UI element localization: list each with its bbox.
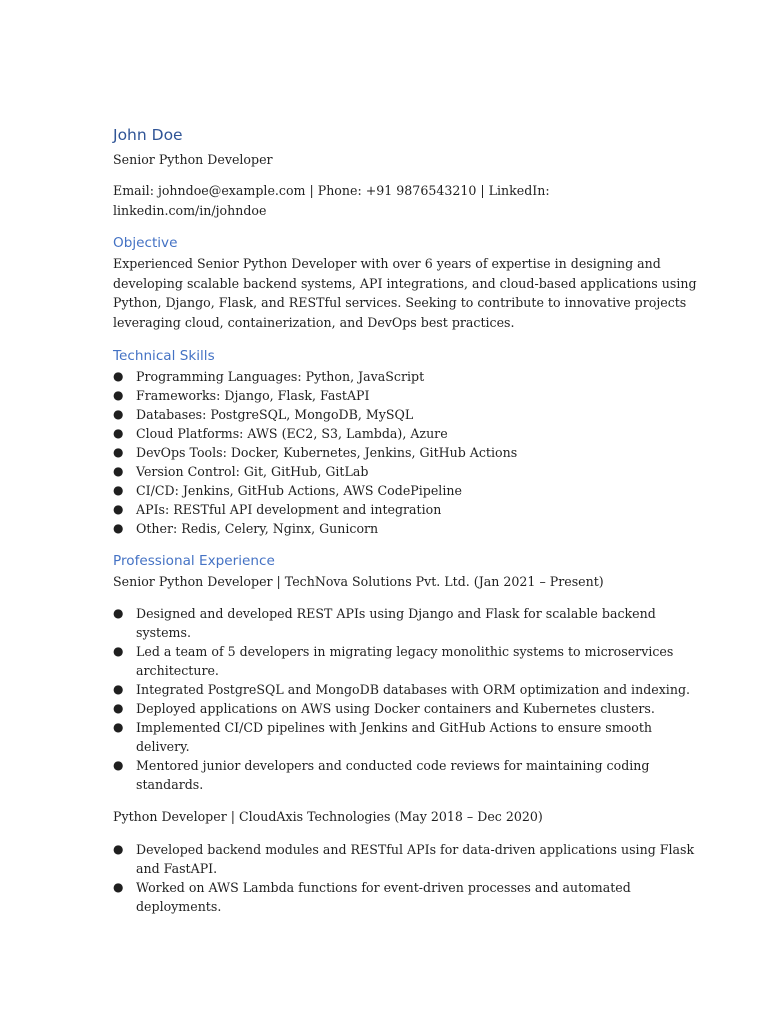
bullet-icon: ●	[113, 501, 124, 516]
bullet-icon: ●	[113, 644, 124, 659]
candidate-title: Senior Python Developer	[113, 152, 273, 167]
job-title: Python Developer | CloudAxis Technologies (May 2018 – Dec 2020)	[113, 809, 543, 825]
bullet-line: Led a team of 5 developers in migrating legacy monolithic systems to microservices	[136, 644, 674, 660]
bullet-line: Designed and developed REST APIs using Django and Flask for scalable backend	[136, 606, 656, 622]
bullet-icon: ●	[113, 463, 124, 478]
candidate-name: John Doe	[113, 126, 183, 144]
job-bullet	[113, 878, 708, 916]
bullet-line: systems.	[136, 625, 191, 641]
bullet-line: delivery.	[136, 739, 190, 755]
skill-text: Version Control: Git, GitHub, GitLab	[136, 463, 369, 479]
job-bullet	[113, 604, 708, 642]
bullet-icon: ●	[113, 701, 124, 716]
bullet-line: standards.	[136, 777, 204, 793]
bullet-icon: ●	[113, 841, 124, 856]
objective-paragraph	[113, 254, 708, 332]
skill-item	[113, 500, 708, 519]
experience-heading: Professional Experience	[113, 552, 275, 569]
skill-text: Databases: PostgreSQL, MongoDB, MySQL	[136, 406, 414, 422]
bullet-icon: ●	[113, 387, 124, 402]
bullet-icon: ●	[113, 444, 124, 459]
bullet-line: Integrated PostgreSQL and MongoDB databases with ORM optimization and indexing.	[136, 682, 691, 698]
job-bullet	[113, 699, 708, 718]
job-bullet	[113, 840, 708, 878]
bullet-line: Developed backend modules and RESTful APIs for data-driven applications using Flask	[136, 841, 695, 857]
skill-text: Frameworks: Django, Flask, FastAPI	[136, 387, 370, 403]
job-bullets	[113, 604, 708, 794]
skill-text: Other: Redis, Celery, Nginx, Gunicorn	[136, 520, 379, 536]
bullet-icon: ●	[113, 758, 124, 773]
skill-item	[113, 462, 708, 481]
bullet-line: Implemented CI/CD pipelines with Jenkins and GitHub Actions to ensure smooth	[136, 720, 653, 736]
job-bullet	[113, 680, 708, 699]
bullet-icon: ●	[113, 482, 124, 497]
skill-item	[113, 424, 708, 443]
bullet-line: deployments.	[136, 898, 222, 914]
skills-heading: Technical Skills	[113, 347, 215, 364]
bullet-icon: ●	[113, 720, 124, 735]
skill-item	[113, 386, 708, 405]
skill-item	[113, 367, 708, 386]
contact-line-2: linkedin.com/in/johndoe	[113, 202, 267, 218]
job-bullets	[113, 840, 708, 916]
objective-line: Python, Django, Flask, and RESTful services. Seeking to contribute to innovative projects	[113, 295, 687, 311]
bullet-line: Worked on AWS Lambda functions for event-driven processes and automated	[136, 879, 631, 895]
objective-line: developing scalable backend systems, API integrations, and cloud-based applications using	[113, 275, 697, 291]
objective-line: Experienced Senior Python Developer with over 6 years of expertise in designing and	[113, 256, 661, 272]
skill-text: Programming Languages: Python, JavaScript	[136, 368, 425, 384]
job-bullet	[113, 756, 708, 794]
objective-heading: Objective	[113, 235, 178, 252]
skill-text: DevOps Tools: Docker, Kubernetes, Jenkins, GitHub Actions	[136, 444, 518, 460]
bullet-line: Deployed applications on AWS using Docker containers and Kubernetes clusters.	[136, 701, 655, 717]
job-title: Senior Python Developer | TechNova Solutions Pvt. Ltd. (Jan 2021 – Present)	[113, 573, 604, 589]
skill-text: Cloud Platforms: AWS (EC2, S3, Lambda), Azure	[136, 425, 448, 441]
skill-text: APIs: RESTful API development and integration	[136, 501, 442, 517]
bullet-icon: ●	[113, 879, 124, 894]
skill-item	[113, 405, 708, 424]
job-bullet	[113, 642, 708, 680]
contact-line-1: Email: johndoe@example.com | Phone: +91 9876543210 | LinkedIn:	[113, 183, 550, 199]
bullet-line: Mentored junior developers and conducted code reviews for maintaining coding	[136, 758, 650, 774]
skill-item	[113, 481, 708, 500]
bullet-icon: ●	[113, 520, 124, 535]
objective-line: leveraging cloud, containerization, and DevOps best practices.	[113, 315, 515, 330]
skill-item	[113, 519, 708, 538]
bullet-line: architecture.	[136, 663, 219, 679]
job-bullet	[113, 718, 708, 756]
skills-list	[113, 367, 708, 538]
skill-text: CI/CD: Jenkins, GitHub Actions, AWS CodePipeline	[136, 482, 462, 498]
bullet-icon: ●	[113, 368, 124, 383]
bullet-icon: ●	[113, 682, 124, 697]
skill-item	[113, 443, 708, 462]
bullet-icon: ●	[113, 425, 124, 440]
bullet-line: and FastAPI.	[136, 860, 218, 876]
bullet-icon: ●	[113, 606, 124, 621]
bullet-icon: ●	[113, 406, 124, 421]
